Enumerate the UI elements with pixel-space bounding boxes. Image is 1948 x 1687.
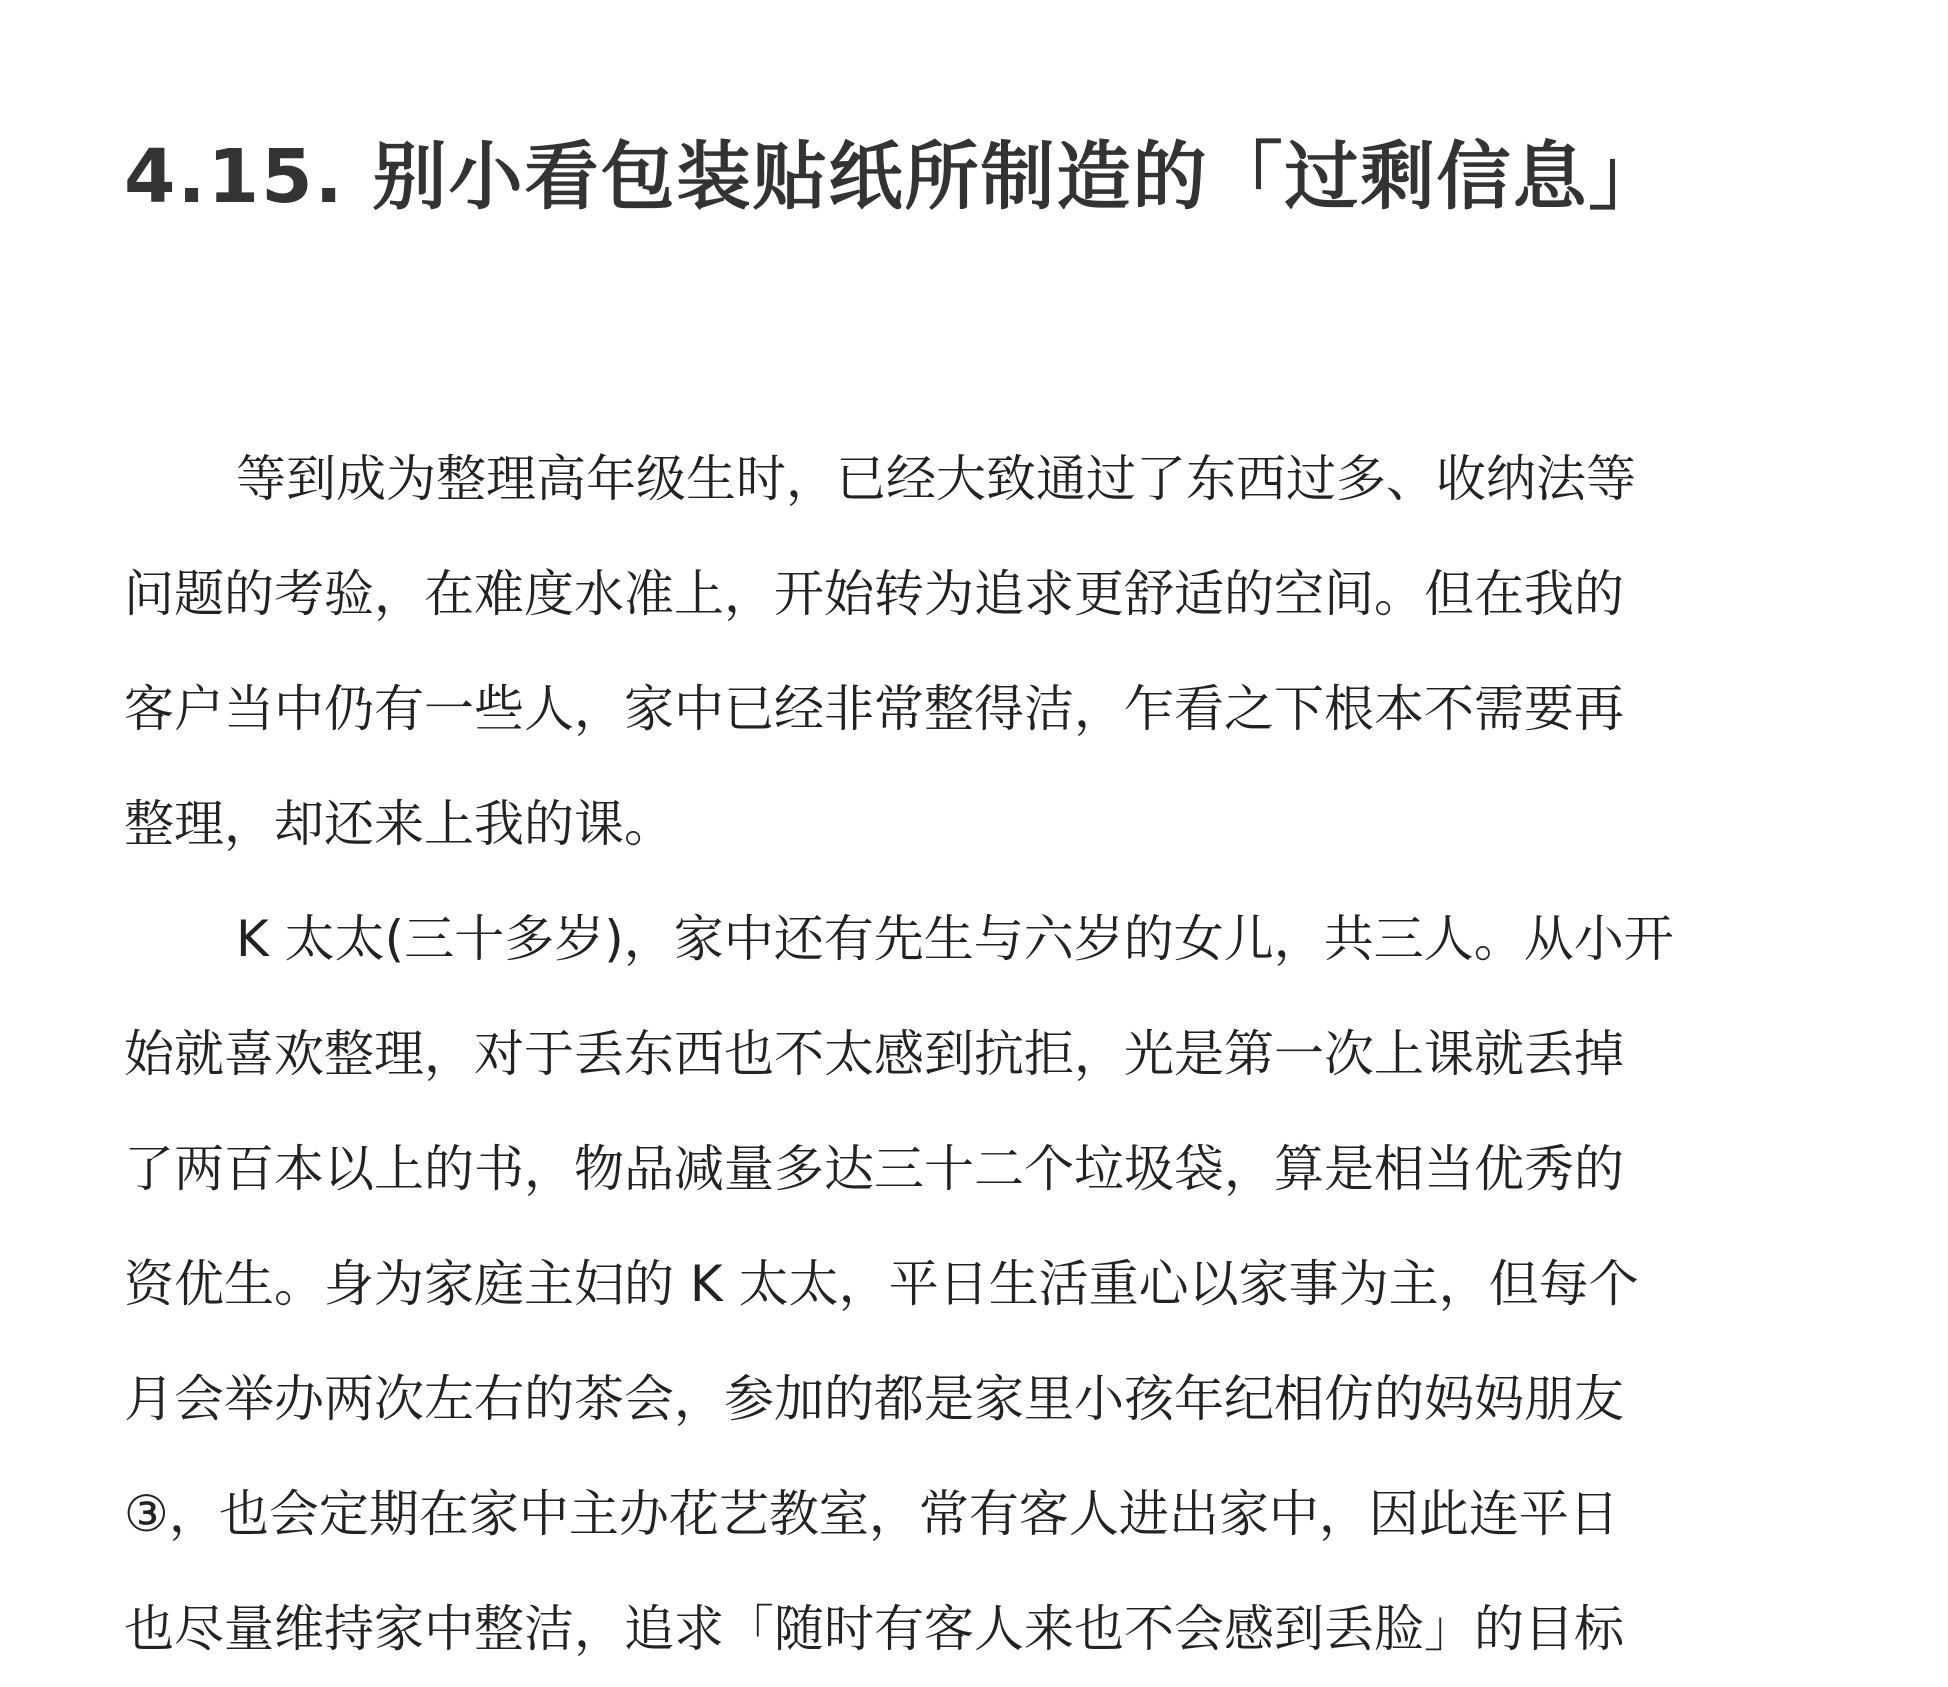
paragraph-2-line-6: ③，也会定期在家中主办花艺教室，常有客人进出家中，因此连平日 [124,1485,1619,1543]
paragraph-1-line-3: 客户当中仍有一些人，家中已经非常整得洁，乍看之下根本不需要再 [124,680,1624,738]
paragraph-2-line-1: K 太太(三十多岁)，家中还有先生与六岁的女儿，共三人。从小开 [236,910,1674,968]
paragraph-2-line-5: 月会举办两次左右的茶会，参加的都是家里小孩年纪相仿的妈妈朋友 [124,1370,1624,1428]
paragraph-2-line-3: 了两百本以上的书，物品减量多达三十二个垃圾袋，算是相当优秀的 [124,1140,1624,1198]
paragraph-1-line-2: 问题的考验，在难度水准上，开始转为追求更舒适的空间。但在我的 [124,565,1624,623]
paragraph-1-line-1: 等到成为整理高年级生时，已经大致通过了东西过多、收纳法等 [236,450,1636,508]
paragraph-2-line-4: 资优生。身为家庭主妇的 K 太太，平日生活重心以家事为主，但每个 [124,1255,1639,1313]
paragraph-2-line-7: 也尽量维持家中整洁，追求「随时有客人来也不会感到丢脸」的目标 [124,1600,1624,1658]
paragraph-1-line-4: 整理，却还来上我的课。 [124,795,674,853]
body-text [124,422,1844,1687]
chapter-title: 4.15. 别小看包装贴纸所制造的「过剩信息」 [124,134,1665,220]
paragraph-2-line-2: 始就喜欢整理，对于丢东西也不太感到抗拒，光是第一次上课就丢掉 [124,1025,1624,1083]
